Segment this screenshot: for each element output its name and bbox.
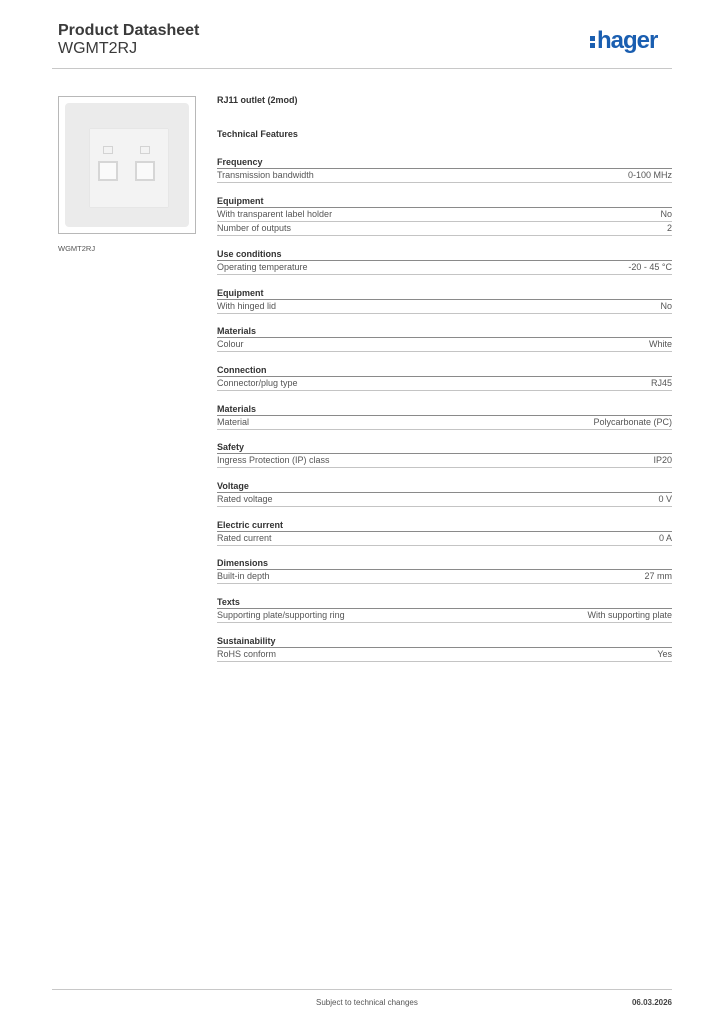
spec-group [217, 480, 672, 507]
spec-group-title: Connection [217, 364, 672, 377]
spec-value: IP20 [653, 455, 672, 465]
footer-note: Subject to technical changes [316, 998, 418, 1007]
spec-row [217, 300, 672, 314]
footer-date: 06.03.2026 [631, 998, 672, 1007]
spec-group [217, 364, 672, 391]
spec-group [217, 156, 672, 183]
logo-mark-icon [590, 36, 596, 48]
product-image [58, 96, 196, 234]
spec-row [217, 338, 672, 352]
spec-label: Ingress Protection (IP) class [217, 455, 330, 465]
page-header [58, 20, 672, 68]
spec-value: -20 - 45 °C [628, 262, 672, 272]
spec-label: Rated current [217, 533, 272, 543]
spec-value: White [648, 339, 672, 349]
spec-group [217, 248, 672, 275]
spec-value: 0 A [658, 533, 672, 543]
spec-row [217, 169, 672, 183]
spec-group [217, 557, 672, 584]
spec-row [217, 261, 672, 275]
spec-value: RJ45 [650, 378, 672, 388]
label-holder-icon [140, 146, 150, 154]
spec-label: Operating temperature [217, 262, 308, 272]
spec-label: With transparent label holder [217, 209, 333, 219]
spec-group [217, 287, 672, 314]
spec-row [217, 208, 672, 222]
spec-value: No [660, 209, 672, 219]
rj-socket-icon [135, 161, 155, 181]
spec-label: RoHS conform [217, 649, 277, 659]
spec-row [217, 609, 672, 623]
spec-label: Built-in depth [217, 571, 270, 581]
label-holder-icon [103, 146, 113, 154]
spec-group-title: Voltage [217, 480, 672, 493]
spec-row [217, 454, 672, 468]
product-name: RJ11 outlet (2mod) [217, 95, 298, 105]
spec-value: Polycarbonate (PC) [593, 417, 672, 427]
spec-group-title: Use conditions [217, 248, 672, 261]
spec-value: No [660, 301, 672, 311]
spec-row [217, 416, 672, 430]
spec-value: 0-100 MHz [627, 170, 672, 180]
spec-group [217, 596, 672, 623]
spec-row [217, 532, 672, 546]
rj-socket-icon [98, 161, 118, 181]
image-caption: WGMT2RJ [58, 244, 96, 253]
spec-group-title: Equipment [217, 287, 672, 300]
spec-row [217, 377, 672, 391]
spec-label: Connector/plug type [217, 378, 298, 388]
spec-label: Material [217, 417, 250, 427]
spec-row [217, 493, 672, 507]
spec-group-title: Materials [217, 325, 672, 338]
spec-group [217, 403, 672, 430]
spec-group [217, 325, 672, 352]
spec-label: Number of outputs [217, 223, 292, 233]
header-divider [52, 68, 672, 69]
spec-group-title: Materials [217, 403, 672, 416]
spec-label: Rated voltage [217, 494, 273, 504]
spec-group-title: Frequency [217, 156, 672, 169]
spec-group-title: Electric current [217, 519, 672, 532]
hager-logo [590, 28, 672, 54]
product-code: WGMT2RJ [58, 40, 138, 57]
logo-text: hager [597, 27, 658, 54]
spec-value: 0 V [658, 494, 672, 504]
spec-group-title: Equipment [217, 195, 672, 208]
footer-divider [52, 989, 672, 990]
spec-row [217, 570, 672, 584]
page-title: Product Datasheet [58, 22, 200, 39]
outlet-plate-icon [65, 103, 189, 227]
spec-group [217, 635, 672, 662]
spec-group [217, 441, 672, 468]
spec-row [217, 648, 672, 662]
spec-label: With hinged lid [217, 301, 277, 311]
spec-value: 2 [666, 223, 672, 233]
spec-value: 27 mm [644, 571, 672, 581]
spec-group [217, 519, 672, 546]
spec-row [217, 222, 672, 236]
spec-group-title: Texts [217, 596, 672, 609]
spec-label: Transmission bandwidth [217, 170, 314, 180]
section-title: Technical Features [217, 129, 298, 139]
spec-label: Colour [217, 339, 244, 349]
spec-value: Yes [657, 649, 672, 659]
spec-label: Supporting plate/supporting ring [217, 610, 345, 620]
spec-value: With supporting plate [587, 610, 672, 620]
spec-group-title: Sustainability [217, 635, 672, 648]
spec-group [217, 195, 672, 236]
spec-group-title: Dimensions [217, 557, 672, 570]
spec-group-title: Safety [217, 441, 672, 454]
